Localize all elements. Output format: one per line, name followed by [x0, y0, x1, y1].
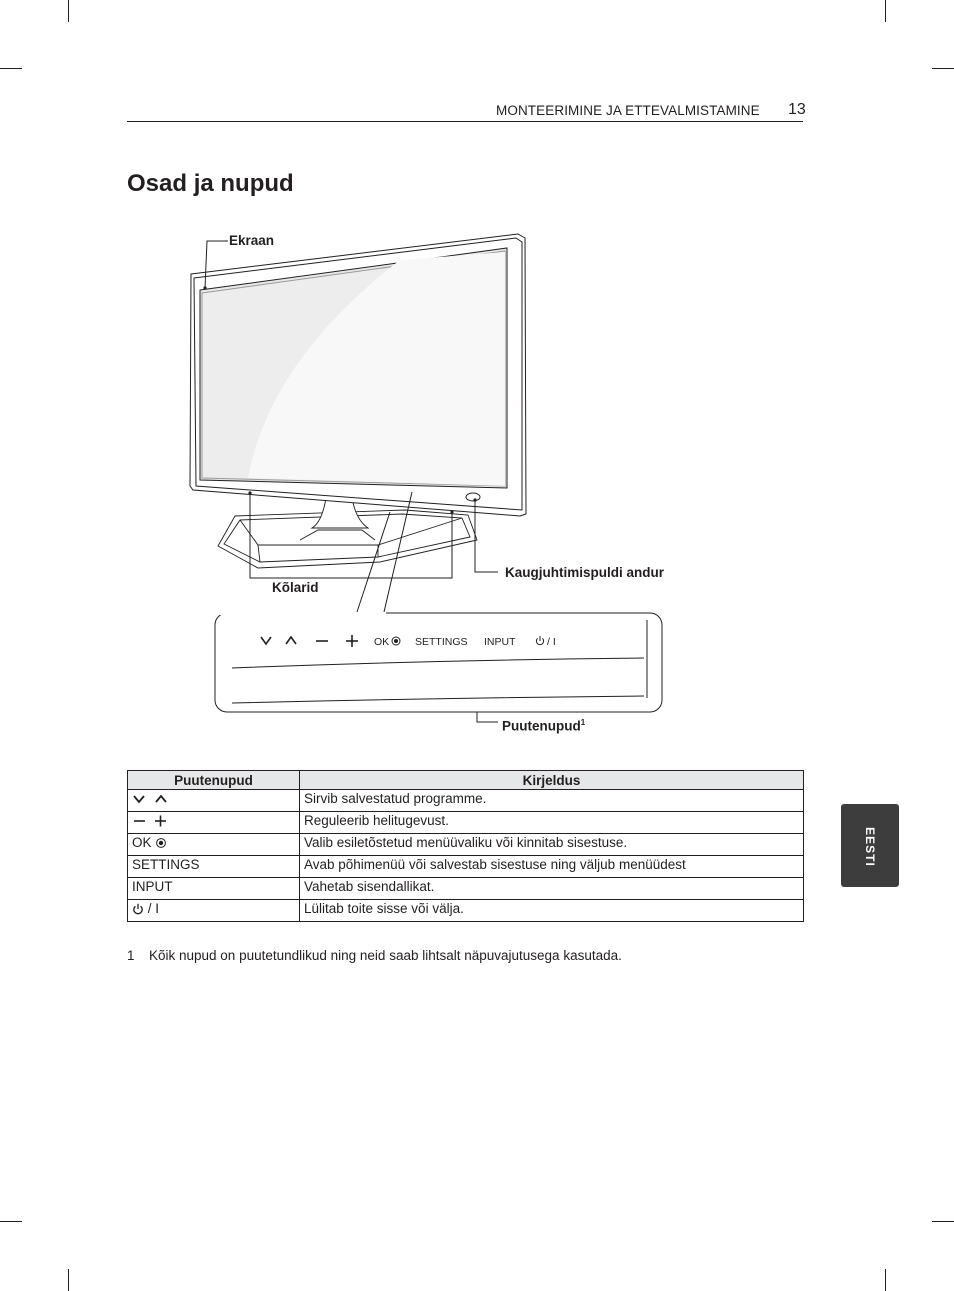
description-cell: Valib esiletõstetud menüüvaliku või kinnitab sisestuse. — [300, 834, 804, 856]
panel-ok-label: OK — [374, 636, 390, 648]
table-row — [128, 834, 804, 856]
panel-power-label: / I — [547, 636, 556, 648]
description-cell: Avab põhimenüü või salvestab sisestuse ning väljub menüüdest — [300, 856, 804, 878]
ok-target-icon — [155, 837, 167, 849]
touch-buttons-label-text: Puutenupud — [502, 718, 581, 734]
button-name: OK — [132, 835, 152, 850]
button-description-table — [127, 770, 804, 922]
footnote — [127, 948, 622, 963]
column-header-description: Kirjeldus — [300, 771, 804, 790]
crop-mark — [885, 1269, 886, 1291]
description-cell: Lülitab toite sisse või välja. — [300, 900, 804, 922]
chevron-down-up-icon — [132, 792, 172, 806]
button-cell — [128, 900, 300, 922]
description-cell: Reguleerib helitugevust. — [300, 812, 804, 834]
button-cell — [128, 812, 300, 834]
button-cell — [128, 856, 300, 878]
panel-settings-label: SETTINGS — [415, 636, 468, 648]
crop-mark — [68, 1269, 69, 1291]
footnote-text: Kõik nupud on puutetundlikud ning neid saab lihtsalt näpuvajutusega kasutada. — [149, 948, 622, 963]
button-name: / I — [147, 901, 160, 916]
table-row — [128, 790, 804, 812]
crop-mark — [932, 1221, 954, 1222]
crop-mark — [0, 1221, 22, 1222]
button-name: SETTINGS — [132, 857, 200, 872]
touch-buttons-label — [502, 718, 585, 734]
language-tab — [841, 804, 899, 887]
button-cell — [128, 834, 300, 856]
description-cell: Vahetab sisendallikat. — [300, 878, 804, 900]
button-cell — [128, 878, 300, 900]
footnote-marker: 1 — [580, 718, 586, 727]
page-number: 13 — [788, 101, 806, 118]
panel-input-label: INPUT — [484, 636, 516, 648]
column-header-buttons: Puutenupud — [128, 771, 300, 790]
button-cell — [128, 790, 300, 812]
table-header-row — [128, 771, 804, 790]
table-row — [128, 878, 804, 900]
page-title: Osad ja nupud — [127, 170, 294, 197]
table-row — [128, 900, 804, 922]
footnote-number: 1 — [127, 948, 135, 963]
screen-label: Ekraan — [229, 233, 275, 248]
description-cell: Sirvib salvestatud programme. — [300, 790, 804, 812]
table-row — [128, 856, 804, 878]
tv-monitor — [190, 234, 526, 516]
touch-panel-zoom — [215, 612, 662, 712]
minus-plus-icon — [132, 814, 172, 828]
language-tab-label: EESTI — [863, 827, 877, 867]
table-row — [128, 812, 804, 834]
section-header: MONTEERIMINE JA ETTEVALMISTAMINE — [496, 103, 760, 118]
button-name: INPUT — [132, 879, 173, 894]
speakers-label: Kõlarid — [272, 580, 319, 595]
power-icon — [132, 903, 144, 915]
remote-sensor-label: Kaugjuhtimispuldi andur — [505, 565, 664, 580]
